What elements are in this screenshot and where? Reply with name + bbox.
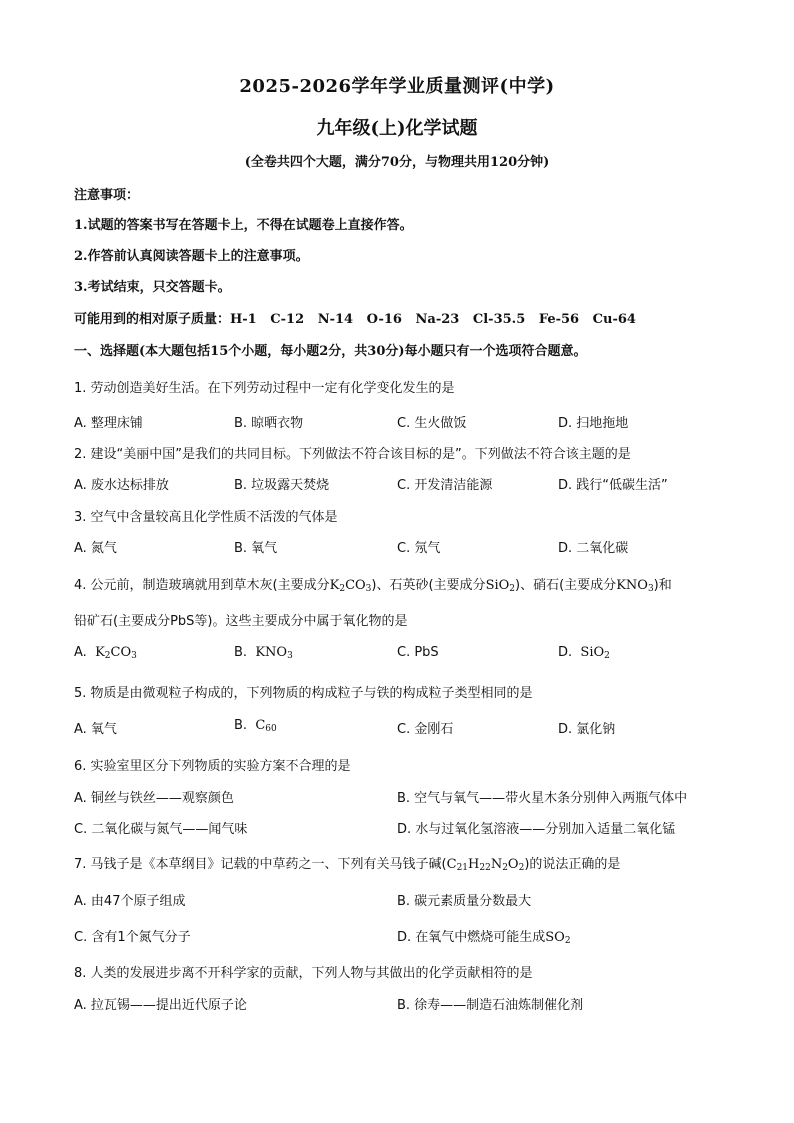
question-4-option-a: A. $K_2CO_3$ bbox=[74, 645, 137, 661]
exam-subtitle: (全卷共四个大题，满分70分，与物理共用120分钟) bbox=[244, 155, 550, 170]
notice-item-2: 2.作答前认真阅读答题卡上的注意事项。 bbox=[74, 249, 309, 264]
question-7-option-a: A. 由47个原子组成 bbox=[74, 894, 186, 909]
question-1-option-b: B. 晾晒衣物 bbox=[234, 416, 304, 431]
notice-heading: 注意事项： bbox=[74, 188, 140, 203]
question-4-stem-part-2: )、石英砂(主要成分 bbox=[371, 578, 486, 593]
question-7-option-c: C. 含有1个氮气分子 bbox=[74, 930, 191, 945]
question-6-option-c: C. 二氧化碳与氮气——闻气味 bbox=[74, 822, 248, 837]
question-4-stem-part-3: )、硝石(主要成分 bbox=[515, 578, 617, 593]
notice-item-3: 3.考试结束，只交答题卡。 bbox=[74, 280, 231, 295]
question-5-stem: 5. 物质是由微观粒子构成的，下列物质的构成粒子与铁的构成粒子类型相同的是 bbox=[74, 686, 533, 701]
question-3-option-a: A. 氮气 bbox=[74, 541, 117, 556]
question-1-option-a: A. 整理床铺 bbox=[74, 416, 143, 431]
formula-k2co3: $K_2CO_3$ bbox=[329, 578, 372, 594]
question-2-option-a: A. 废水达标排放 bbox=[74, 478, 169, 493]
question-6-option-d: D. 水与过氧化氢溶液——分别加入适量二氧化锰 bbox=[397, 822, 676, 837]
exam-title: 2025-2026学年学业质量测评(中学) bbox=[239, 76, 555, 97]
question-4-stem bbox=[74, 574, 672, 593]
question-5-option-a: A. 氧气 bbox=[74, 722, 117, 737]
question-8-option-b: B. 徐寿——制造石油炼制催化剂 bbox=[397, 998, 584, 1013]
question-1-option-c: C. 生火做饭 bbox=[397, 416, 467, 431]
question-2-option-b: B. 垃圾露天焚烧 bbox=[234, 478, 330, 493]
question-8-stem: 8. 人类的发展进步离不开科学家的贡献，下列人物与其做出的化学贡献相符的是 bbox=[74, 966, 533, 981]
question-1-option-d: D. 扫地拖地 bbox=[558, 416, 629, 431]
formula-c60: $C_{60}$ bbox=[255, 718, 277, 734]
atomic-mass-line: 可能用到的相对原子质量：H-1 C-12 N-14 O-16 Na-23 Cl-35.5 Fe-56 Cu-64 bbox=[74, 312, 636, 327]
question-5-option-d: D. 氯化钠 bbox=[558, 722, 616, 737]
formula-k2co3: $K_2CO_3$ bbox=[95, 645, 137, 661]
formula-c21h22n2o2: $C_{21}H_{22}N_2O_2$ bbox=[446, 857, 525, 873]
question-7-option-d: D. 在氧气中燃烧可能生成$SO_2$ bbox=[397, 930, 571, 946]
formula-sio2: SiO$_2$ bbox=[485, 578, 516, 594]
question-4-option-b: B. $KNO_3$ bbox=[234, 645, 293, 661]
question-4-option-d: D. SiO$_2$ bbox=[558, 645, 610, 661]
question-3-option-d: D. 二氧化碳 bbox=[558, 541, 629, 556]
question-2-option-c: C. 开发清洁能源 bbox=[397, 478, 493, 493]
formula-sio2: SiO$_2$ bbox=[580, 645, 610, 661]
question-5-option-b: B. $C_{60}$ bbox=[234, 718, 277, 734]
question-4-stem-line-2: 铅矿石(主要成分PbS等)。这些主要成分中属于氧化物的是 bbox=[74, 614, 408, 629]
notice-item-1: 1.试题的答案书写在答题卡上，不得在试题卷上直接作答。 bbox=[74, 218, 413, 233]
question-5-option-c: C. 金刚石 bbox=[397, 722, 454, 737]
question-3-option-b: B. 氧气 bbox=[234, 541, 278, 556]
formula-so2: $SO_2$ bbox=[545, 930, 571, 946]
question-4-option-c: C. PbS bbox=[397, 645, 439, 660]
question-6-stem: 6. 实验室里区分下列物质的实验方案不合理的是 bbox=[74, 759, 351, 774]
question-7-stem: 7. 马钱子是《本草纲目》记载的中草药之一、下列有关马钱子碱$(C_{21}H_{22}N_2O_2)$的说法正确的是 bbox=[74, 857, 621, 873]
question-6-option-b: B. 空气与氧气——带火星木条分别伸入两瓶气体中 bbox=[397, 791, 688, 806]
question-4-stem-part-1: 4. 公元前，制造玻璃就用到草木灰(主要成分 bbox=[74, 578, 330, 593]
question-6-option-a: A. 铜丝与铁丝——观察颜色 bbox=[74, 791, 234, 806]
formula-kno3: $KNO_3$ bbox=[616, 578, 654, 594]
question-1-stem: 1. 劳动创造美好生活。在下列劳动过程中一定有化学变化发生的是 bbox=[74, 381, 455, 396]
exam-subject-title: 九年级(上)化学试题 bbox=[316, 118, 478, 139]
question-4-stem-part-4: )和 bbox=[653, 578, 672, 593]
question-2-option-d: D. 践行“低碳生活” bbox=[558, 478, 668, 493]
question-2-stem: 2. 建设“美丽中国”是我们的共同目标。下列做法不符合该目标的是”。下列做法不符合该主题的是 bbox=[74, 447, 631, 462]
section-1-heading: 一、选择题(本大题包括15个小题，每小题2分，共30分)每小题只有一个选项符合题意。 bbox=[74, 344, 587, 359]
question-3-option-c: C. 氖气 bbox=[397, 541, 441, 556]
question-7-option-b: B. 碳元素质量分数最大 bbox=[397, 894, 532, 909]
question-8-option-a: A. 拉瓦锡——提出近代原子论 bbox=[74, 998, 247, 1013]
formula-kno3: $KNO_3$ bbox=[255, 645, 293, 661]
question-3-stem: 3. 空气中含量较高且化学性质不活泼的气体是 bbox=[74, 510, 338, 525]
